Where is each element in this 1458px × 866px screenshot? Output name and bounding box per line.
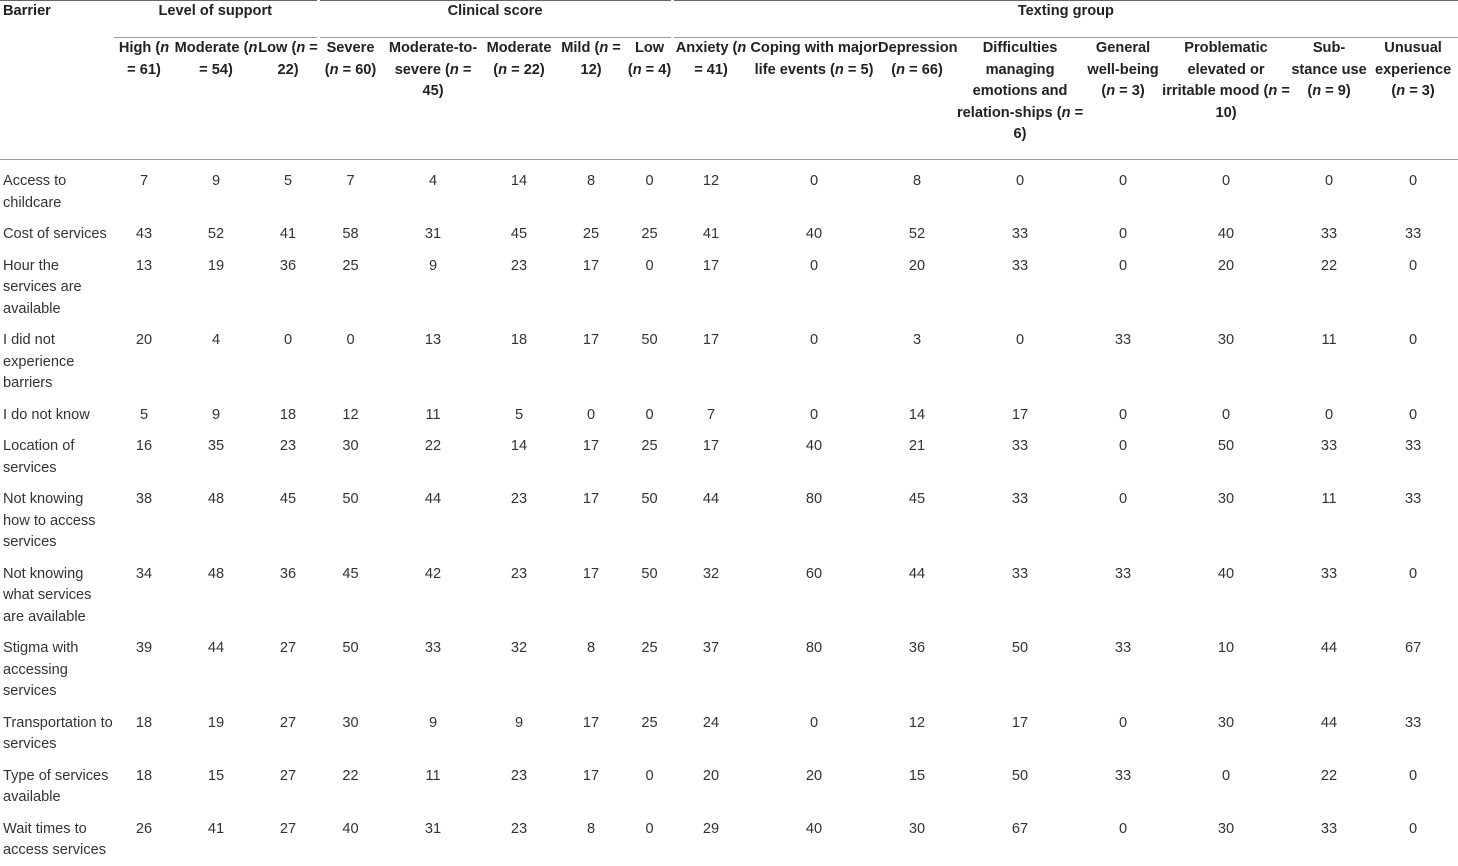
value-cell: 16	[135, 438, 153, 454]
value-cell: 0	[809, 714, 819, 731]
value-cell: 22	[424, 438, 442, 454]
column-header: Sub-stance use (n = 9)	[1291, 40, 1367, 99]
value-cell: 0	[1015, 332, 1025, 348]
value-cell: 12	[908, 714, 926, 731]
table-row	[0, 760, 1458, 813]
value-cell: 33	[1320, 820, 1338, 837]
value-cell: 18	[510, 332, 528, 348]
column-header-label: Moderate	[486, 40, 552, 56]
value-cell: 17	[582, 257, 600, 274]
value-cell: 35	[207, 438, 225, 454]
value-cell: 27	[279, 640, 297, 656]
value-cell: 22	[342, 767, 359, 784]
column-header-n: 41	[706, 61, 724, 78]
n-symbol: n	[1312, 83, 1322, 99]
table-row	[0, 558, 1458, 633]
value-cell: 0	[1409, 820, 1418, 837]
value-cell: 0	[1409, 257, 1418, 274]
value-cell: 17	[702, 332, 720, 348]
column-header-n: 5	[860, 61, 869, 78]
value-cell: 3	[912, 332, 922, 348]
value-cell: 31	[424, 820, 442, 837]
barrier-cell: Transportation to services	[3, 714, 113, 752]
value-cell: 0	[645, 257, 654, 274]
value-cell: 0	[645, 820, 654, 837]
value-cell: 48	[207, 565, 225, 582]
value-cell: 40	[1217, 565, 1235, 582]
value-cell: 43	[135, 226, 153, 242]
barrier-cell: Not knowing what services are available	[3, 565, 92, 625]
value-cell: 29	[702, 820, 720, 837]
value-cell: 13	[135, 257, 153, 274]
table-row	[0, 324, 1458, 399]
n-symbol: n	[1268, 83, 1278, 99]
value-cell: 0	[346, 332, 355, 348]
value-cell: 0	[1221, 406, 1231, 423]
value-cell: 22	[1320, 767, 1338, 784]
value-cell: 50	[1011, 767, 1029, 784]
n-symbol: n	[449, 61, 459, 78]
value-cell: 50	[641, 491, 658, 507]
value-cell: 11	[1321, 332, 1337, 348]
value-cell: 17	[582, 491, 600, 507]
n-symbol: n	[1061, 104, 1071, 121]
value-cell: 40	[342, 820, 359, 837]
column-header: Difficulties managing emotions and relation-ships (n = 6)	[956, 40, 1084, 142]
column-header-label: Problematic elevated or irritable mood	[1162, 40, 1268, 99]
value-cell: 40	[1217, 226, 1235, 242]
n-symbol: n	[248, 40, 258, 56]
value-cell: 33	[1114, 767, 1132, 784]
value-cell: 41	[702, 226, 720, 242]
value-cell: 48	[207, 491, 225, 507]
column-header-n: 3	[1131, 83, 1140, 99]
column-header-label: Low	[258, 40, 288, 56]
value-cell: 8	[586, 820, 596, 837]
value-cell: 8	[586, 640, 596, 656]
value-cell: 17	[1011, 714, 1029, 731]
value-cell: 20	[908, 257, 926, 274]
column-header-label: Difficulties managing emotions and relation-ships	[956, 40, 1068, 121]
value-cell: 25	[641, 226, 658, 242]
value-cell: 17	[582, 714, 600, 731]
value-cell: 45	[908, 491, 926, 507]
column-header-n: 12	[580, 61, 597, 78]
value-cell: 0	[586, 406, 596, 423]
value-cell: 22	[1320, 257, 1338, 274]
barrier-header: Barrier	[3, 3, 51, 19]
value-cell: 0	[809, 257, 819, 274]
column-header-label: General well-being	[1087, 40, 1159, 78]
column-header-n: 60	[355, 61, 372, 78]
table-row	[0, 632, 1458, 707]
value-cell: 15	[908, 767, 926, 784]
column-header: Problematic elevated or irritable mood (n = 10)	[1162, 40, 1290, 121]
value-cell: 0	[1118, 257, 1128, 274]
column-header-n: 22	[277, 61, 294, 78]
value-cell: 0	[809, 332, 819, 348]
value-cell: 67	[1404, 640, 1422, 656]
table-row	[0, 399, 1458, 431]
n-symbol: n	[737, 40, 747, 56]
barrier-cell: Hour the services are available	[3, 257, 82, 317]
value-cell: 4	[428, 173, 438, 189]
value-cell: 0	[1324, 173, 1334, 189]
value-cell: 20	[135, 332, 153, 348]
value-cell: 39	[135, 640, 153, 656]
barrier-cell: Not knowing how to access services	[3, 491, 96, 550]
value-cell: 11	[425, 406, 441, 423]
value-cell: 44	[1320, 714, 1338, 731]
barrier-cell: Stigma with accessing services	[3, 640, 79, 699]
value-cell: 33	[1114, 640, 1132, 656]
table-body	[0, 160, 1458, 866]
n-symbol: n	[329, 61, 339, 78]
value-cell: 0	[645, 406, 654, 423]
barrier-cell: Location of services	[3, 438, 75, 476]
value-cell: 60	[805, 565, 823, 582]
value-cell: 25	[342, 257, 359, 274]
value-cell: 10	[1217, 640, 1235, 656]
column-header-label: Unusual experience	[1374, 40, 1452, 78]
column-header-n: 3	[1421, 83, 1430, 99]
column-header-label: Mild	[561, 40, 591, 56]
column-header: Coping with major life events (n = 5)	[750, 40, 878, 78]
value-cell: 45	[279, 491, 297, 507]
value-cell: 9	[211, 406, 221, 423]
value-cell: 44	[702, 491, 720, 507]
value-cell: 20	[702, 767, 720, 784]
value-cell: 33	[1114, 332, 1132, 348]
value-cell: 40	[805, 438, 823, 454]
n-symbol: n	[296, 40, 306, 56]
column-header: Moderate-to-severe (n = 45)	[388, 40, 478, 99]
column-header: Severe (n = 60)	[324, 40, 377, 78]
value-cell: 32	[702, 565, 720, 582]
value-cell: 30	[342, 438, 359, 454]
table-row	[0, 430, 1458, 483]
column-header-label: Sub-stance use	[1291, 40, 1367, 78]
value-cell: 33	[1404, 714, 1422, 731]
value-cell: 24	[702, 714, 720, 731]
value-cell: 30	[1217, 491, 1235, 507]
value-cell: 38	[135, 491, 153, 507]
value-cell: 52	[908, 226, 926, 242]
value-cell: 17	[582, 332, 600, 348]
column-header-n: 10	[1215, 104, 1232, 121]
value-cell: 7	[706, 406, 716, 423]
value-cell: 27	[279, 714, 297, 731]
column-header-n: 54	[211, 61, 228, 78]
column-header-n: 22	[523, 61, 540, 78]
column-header-n: 6	[1013, 126, 1022, 142]
barrier-cell: I do not know	[3, 406, 90, 423]
value-cell: 30	[1217, 714, 1235, 731]
value-cell: 45	[342, 565, 359, 582]
column-header-label: Moderate	[174, 40, 240, 56]
value-cell: 50	[641, 565, 658, 582]
value-cell: 0	[1221, 173, 1231, 189]
value-cell: 13	[424, 332, 442, 348]
value-cell: 0	[1409, 332, 1418, 348]
value-cell: 33	[1320, 438, 1338, 454]
value-cell: 50	[641, 332, 658, 348]
value-cell: 8	[912, 173, 922, 189]
table-row	[0, 483, 1458, 558]
value-cell: 30	[1217, 820, 1235, 837]
value-cell: 7	[346, 173, 355, 189]
table-row	[0, 813, 1458, 866]
value-cell: 15	[207, 767, 225, 784]
value-cell: 26	[135, 820, 153, 837]
column-header-n: 9	[1337, 83, 1346, 99]
column-header-label: Coping with major life events	[750, 40, 878, 78]
value-cell: 33	[424, 640, 442, 656]
value-cell: 17	[702, 438, 720, 454]
value-cell: 0	[809, 406, 819, 423]
value-cell: 0	[1409, 565, 1418, 582]
n-symbol: n	[498, 61, 508, 78]
value-cell: 17	[1011, 406, 1029, 423]
value-cell: 0	[1118, 491, 1128, 507]
value-cell: 0	[1118, 714, 1128, 731]
barrier-cell: I did not experience barriers	[3, 332, 75, 391]
value-cell: 58	[342, 226, 359, 242]
value-cell: 20	[805, 767, 823, 784]
value-cell: 4	[211, 332, 221, 348]
column-header-n: 66	[921, 61, 938, 78]
group-header-row	[0, 1, 1458, 38]
value-cell: 19	[207, 257, 225, 274]
value-cell: 25	[582, 226, 600, 242]
column-header-label: Severe	[326, 40, 375, 56]
value-cell: 0	[283, 332, 293, 348]
value-cell: 44	[1320, 640, 1338, 656]
value-cell: 21	[908, 438, 926, 454]
group-header-clinical-score: Clinical score	[318, 1, 672, 38]
value-cell: 12	[342, 406, 359, 423]
n-symbol: n	[1106, 83, 1116, 99]
value-cell: 0	[1118, 173, 1128, 189]
value-cell: 33	[1404, 226, 1422, 242]
column-header: Low (n = 4)	[627, 40, 672, 78]
column-header-n: 4	[658, 61, 667, 78]
column-header-empty	[0, 38, 114, 160]
value-cell: 20	[1217, 257, 1235, 274]
column-header: Mild (n = 12)	[561, 40, 621, 78]
table-row	[0, 218, 1458, 250]
value-cell: 7	[139, 173, 149, 189]
column-header: Moderate (n = 54)	[174, 40, 258, 78]
value-cell: 45	[510, 226, 528, 242]
value-cell: 18	[135, 767, 153, 784]
value-cell: 33	[1011, 226, 1029, 242]
value-cell: 33	[1404, 491, 1422, 507]
value-cell: 12	[702, 173, 720, 189]
column-header-label: Anxiety	[675, 40, 729, 56]
value-cell: 9	[211, 173, 221, 189]
value-cell: 0	[1118, 438, 1128, 454]
value-cell: 32	[510, 640, 528, 656]
value-cell: 19	[207, 714, 225, 731]
value-cell: 30	[1217, 332, 1235, 348]
value-cell: 40	[805, 820, 823, 837]
column-header: Moderate (n = 22)	[486, 40, 552, 78]
value-cell: 0	[809, 173, 819, 189]
value-cell: 9	[428, 714, 438, 731]
value-cell: 0	[1409, 173, 1418, 189]
value-cell: 41	[207, 820, 225, 837]
value-cell: 0	[1324, 406, 1334, 423]
value-cell: 31	[424, 226, 442, 242]
value-cell: 17	[702, 257, 720, 274]
value-cell: 0	[1118, 406, 1128, 423]
value-cell: 25	[641, 714, 658, 731]
value-cell: 42	[424, 565, 442, 582]
value-cell: 5	[283, 173, 293, 189]
value-cell: 36	[279, 257, 297, 274]
barrier-cell: Cost of services	[3, 226, 107, 242]
value-cell: 9	[428, 257, 438, 274]
n-symbol: n	[160, 40, 170, 56]
value-cell: 33	[1011, 565, 1029, 582]
value-cell: 0	[1015, 173, 1025, 189]
value-cell: 0	[1409, 767, 1418, 784]
column-header: Low (n = 22)	[258, 40, 318, 78]
value-cell: 30	[908, 820, 926, 837]
value-cell: 50	[342, 640, 359, 656]
column-header-label: Moderate-to-severe	[388, 40, 478, 78]
value-cell: 14	[908, 406, 926, 423]
n-symbol: n	[834, 61, 844, 78]
group-header-level-of-support: Level of support	[114, 1, 318, 38]
value-cell: 23	[279, 438, 297, 454]
value-cell: 34	[135, 565, 153, 582]
value-cell: 23	[510, 820, 528, 837]
value-cell: 40	[805, 226, 823, 242]
value-cell: 44	[207, 640, 225, 656]
value-cell: 9	[514, 714, 524, 731]
column-header-n: 45	[422, 83, 439, 99]
n-symbol: n	[1396, 83, 1406, 99]
value-cell: 67	[1011, 820, 1029, 837]
column-header-label: Low	[634, 40, 665, 56]
value-cell: 8	[586, 173, 596, 189]
value-cell: 33	[1320, 226, 1338, 242]
column-header-label: Depression	[878, 40, 958, 56]
value-cell: 33	[1404, 438, 1422, 454]
value-cell: 36	[908, 640, 926, 656]
value-cell: 23	[510, 257, 528, 274]
column-header: Depression (n = 66)	[878, 40, 958, 78]
value-cell: 27	[279, 820, 297, 837]
value-cell: 33	[1114, 565, 1132, 582]
value-cell: 33	[1320, 565, 1338, 582]
column-header: High (n = 61)	[118, 40, 170, 78]
value-cell: 41	[279, 226, 297, 242]
value-cell: 25	[641, 438, 658, 454]
value-cell: 25	[641, 640, 658, 656]
value-cell: 14	[510, 173, 528, 189]
value-cell: 23	[510, 767, 528, 784]
n-symbol: n	[896, 61, 906, 78]
table-row	[0, 160, 1458, 219]
barrier-cell: Type of services available	[3, 767, 109, 805]
value-cell: 0	[1118, 820, 1128, 837]
value-cell: 44	[424, 491, 442, 507]
value-cell: 52	[207, 226, 225, 242]
n-symbol: n	[599, 40, 609, 56]
value-cell: 80	[805, 491, 823, 507]
value-cell: 11	[425, 767, 441, 784]
table-row	[0, 250, 1458, 325]
value-cell: 33	[1011, 438, 1029, 454]
barrier-cell: Wait times to access services	[3, 820, 106, 858]
column-header: Anxiety (n = 41)	[675, 40, 747, 78]
group-header-texting-group: Texting group	[672, 1, 1458, 38]
value-cell: 33	[1011, 257, 1029, 274]
value-cell: 18	[279, 406, 297, 423]
value-cell: 50	[342, 491, 359, 507]
value-cell: 23	[510, 491, 528, 507]
value-cell: 30	[342, 714, 359, 731]
value-cell: 5	[139, 406, 149, 423]
table-row	[0, 707, 1458, 760]
value-cell: 17	[582, 565, 600, 582]
value-cell: 0	[645, 173, 654, 189]
value-cell: 23	[510, 565, 528, 582]
value-cell: 50	[1217, 438, 1235, 454]
value-cell: 0	[645, 767, 654, 784]
value-cell: 18	[135, 714, 153, 731]
n-symbol: n	[632, 61, 642, 78]
value-cell: 44	[908, 565, 926, 582]
value-cell: 14	[510, 438, 528, 454]
column-header-row	[0, 38, 1458, 160]
value-cell: 37	[702, 640, 720, 656]
column-header: General well-being (n = 3)	[1087, 40, 1159, 99]
column-header-n: 61	[139, 61, 156, 78]
value-cell: 0	[1118, 226, 1128, 242]
column-header-label: High	[118, 40, 152, 56]
value-cell: 27	[279, 767, 297, 784]
value-cell: 17	[582, 438, 600, 454]
value-cell: 11	[1321, 491, 1337, 507]
value-cell: 33	[1011, 491, 1029, 507]
value-cell: 17	[582, 767, 600, 784]
value-cell: 0	[1409, 406, 1418, 423]
column-header: Unusual experience (n = 3)	[1374, 40, 1452, 99]
value-cell: 5	[514, 406, 524, 423]
value-cell: 50	[1011, 640, 1029, 656]
value-cell: 0	[1221, 767, 1231, 784]
value-cell: 36	[279, 565, 297, 582]
barrier-cell: Access to childcare	[3, 173, 67, 211]
value-cell: 80	[805, 640, 823, 656]
